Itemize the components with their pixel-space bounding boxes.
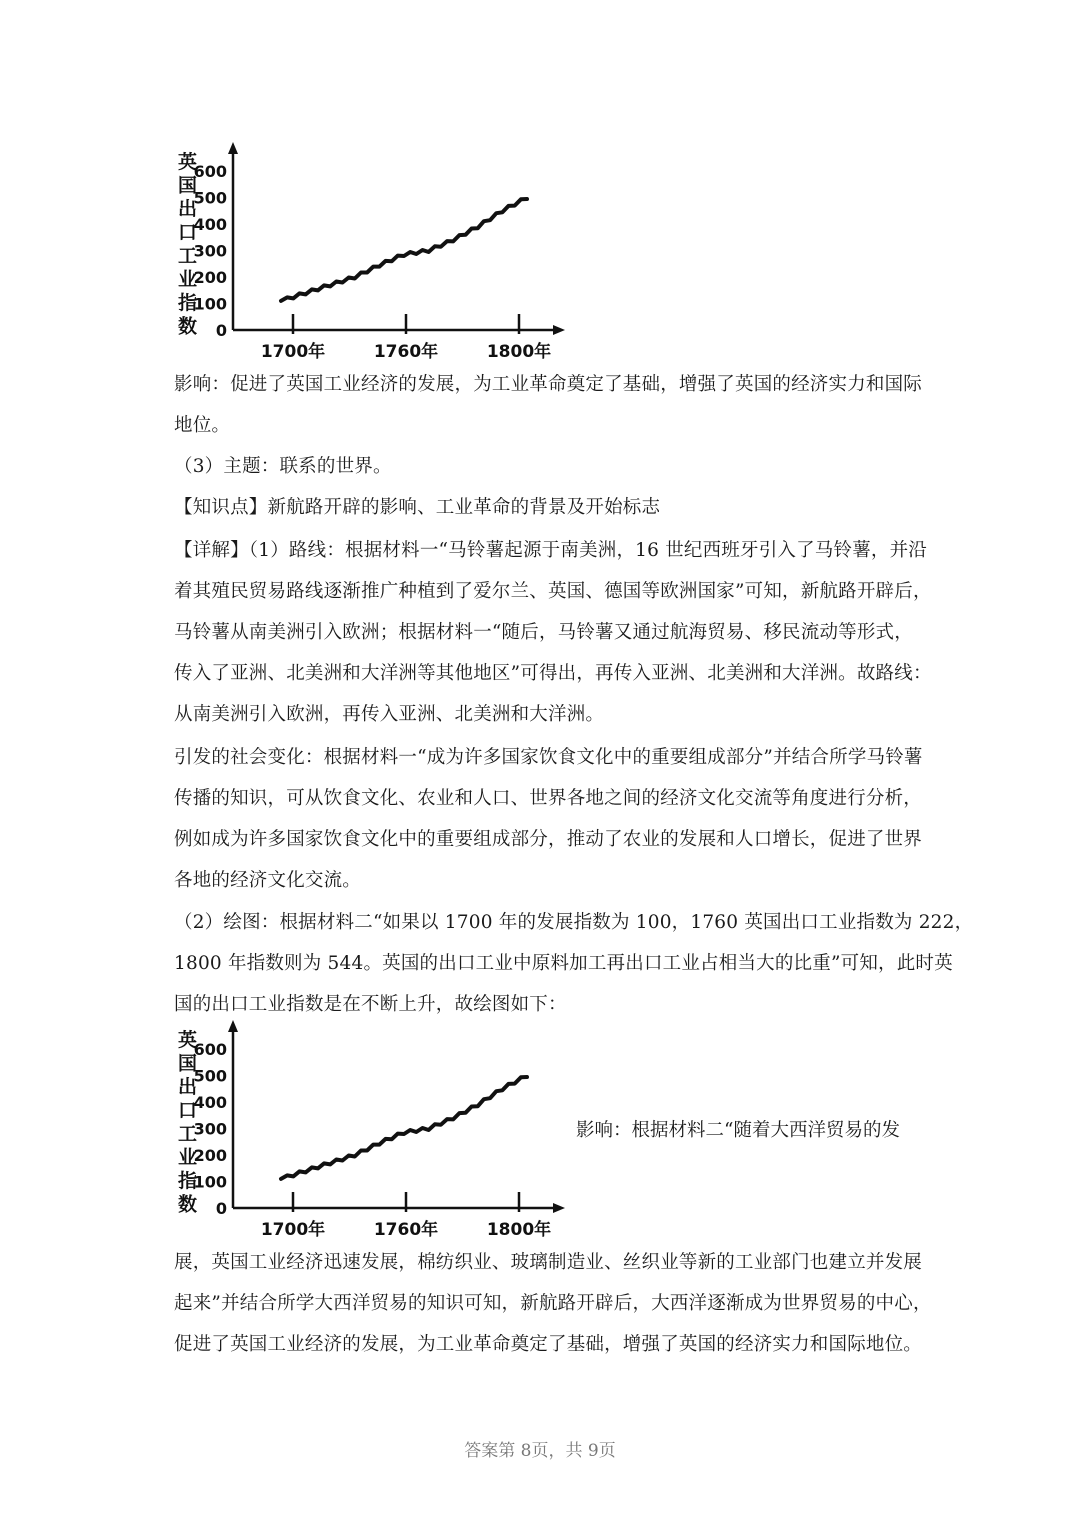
text-line: 影响：促进了英国工业经济的发展，为工业革命奠定了基础，增强了英国的经济实力和国际: [174, 374, 923, 395]
series-line: [281, 199, 527, 301]
y-tick-label: 200: [193, 1146, 227, 1165]
text-line: 从南美洲引入欧洲，再传入亚洲、北美洲和大洋洲。: [174, 704, 605, 725]
y-tick-label: 600: [193, 1040, 227, 1059]
y-axis-label-char: 业: [178, 1146, 198, 1169]
y-axis-label-char: 业: [178, 268, 198, 291]
x-tick-label: 1700年: [260, 1220, 326, 1240]
text-line: （3）主题：联系的世界。: [174, 456, 392, 477]
chart-2: [170, 1018, 580, 1238]
y-tick-label: 500: [193, 188, 227, 208]
page-footer: 答案第 8页，共 9页: [464, 1441, 616, 1461]
y-axis-label-char: 数: [178, 1193, 198, 1216]
y-axis-label-char: 出: [178, 198, 198, 220]
y-axis-label-char: 工: [178, 1123, 198, 1145]
text-line: 引发的社会变化：根据材料一“成为许多国家饮食文化中的重要组成部分”并结合所学马铃薯: [174, 747, 923, 768]
y-axis-label-char: 国: [178, 1052, 198, 1075]
x-tick-label: 1760年: [373, 342, 439, 362]
side-text: 影响：根据材料二“随着大西洋贸易的发: [576, 1120, 900, 1141]
series-line: [281, 1077, 527, 1179]
x-tick-label: 1760年: [373, 1220, 439, 1240]
y-tick-label: 0: [215, 321, 227, 340]
text-line: 展，英国工业经济迅速发展，棉纺织业、玻璃制造业、丝织业等新的工业部门也建立并发展: [174, 1252, 923, 1273]
y-tick-label: 0: [215, 1199, 227, 1218]
x-tick-label: 1800年: [486, 342, 552, 362]
x-axis-arrow: [553, 325, 565, 335]
y-axis-arrow: [228, 142, 238, 154]
x-tick-label: 1800年: [486, 1220, 552, 1240]
knowledge-point: 【知识点】新航路开辟的影响、工业革命的背景及开始标志: [174, 497, 661, 518]
y-tick-label: 300: [193, 241, 227, 261]
text-line: 地位。: [174, 415, 231, 436]
y-tick-label: 100: [193, 294, 227, 314]
text-line: 传入了亚洲、北美洲和大洋洲等其他地区”可得出，再传入亚洲、北美洲和大洋洲。故路线：: [174, 663, 932, 684]
y-axis-label-char: 国: [178, 174, 198, 197]
y-tick-label: 400: [193, 215, 227, 234]
text-line: 各地的经济文化交流。: [174, 870, 362, 891]
y-axis-label-char: 英: [178, 1029, 198, 1051]
y-tick-label: 500: [193, 1066, 227, 1086]
y-axis-label-char: 出: [178, 1076, 198, 1098]
y-axis-arrow: [228, 1020, 238, 1032]
chart-2-svg: [170, 1018, 580, 1238]
y-axis-label-char: 数: [178, 315, 198, 338]
y-tick-label: 400: [193, 1093, 227, 1112]
x-axis-arrow: [553, 1203, 565, 1213]
text-line: 促进了英国工业经济的发展，为工业革命奠定了基础，增强了英国的经济实力和国际地位。: [174, 1334, 923, 1355]
text-line: 起来”并结合所学大西洋贸易的知识可知，新航路开辟后，大西洋逐渐成为世界贸易的中心，: [174, 1293, 932, 1314]
text-line: 国的出口工业指数是在不断上升，故绘图如下：: [174, 994, 567, 1015]
text-line: 例如成为许多国家饮食文化中的重要组成部分，推动了农业的发展和人口增长，促进了世界: [174, 829, 923, 850]
y-axis-label-char: 口: [178, 221, 198, 244]
chart-1: [170, 140, 580, 360]
text-line: 【详解】（1）路线：根据材料一“马铃薯起源于南美洲，16 世纪西班牙引入了马铃薯，并沿: [174, 540, 928, 561]
text-line: 马铃薯从南美洲引入欧洲；根据材料一“随后，马铃薯又通过航海贸易、移民流动等形式，: [174, 622, 913, 643]
y-axis-label-char: 工: [178, 245, 198, 267]
y-tick-label: 600: [193, 162, 227, 181]
text-line: 着其殖民贸易路线逐渐推广种植到了爱尔兰、英国、德国等欧洲国家”可知，新航路开辟后，: [174, 581, 932, 602]
y-axis-label-char: 英: [178, 151, 198, 173]
y-tick-label: 200: [193, 268, 227, 287]
y-tick-label: 100: [193, 1172, 227, 1192]
y-tick-label: 300: [193, 1119, 227, 1139]
text-line: 传播的知识，可从饮食文化、农业和人口、世界各地之间的经济文化交流等角度进行分析，: [174, 788, 923, 809]
text-line: （2）绘图：根据材料二“如果以 1700 年的发展指数为 100，1760 英国出口工业指数为 222，: [174, 912, 974, 933]
y-axis-label-char: 指: [178, 292, 198, 314]
text-line: 1800 年指数则为 544。英国的出口工业中原料加工再出口工业占相当大的比重”可知，此时英: [174, 953, 953, 974]
y-axis-label-char: 口: [178, 1099, 198, 1122]
y-axis-label-char: 指: [178, 1170, 198, 1192]
chart-1-svg: [170, 140, 580, 360]
x-tick-label: 1700年: [260, 342, 326, 362]
